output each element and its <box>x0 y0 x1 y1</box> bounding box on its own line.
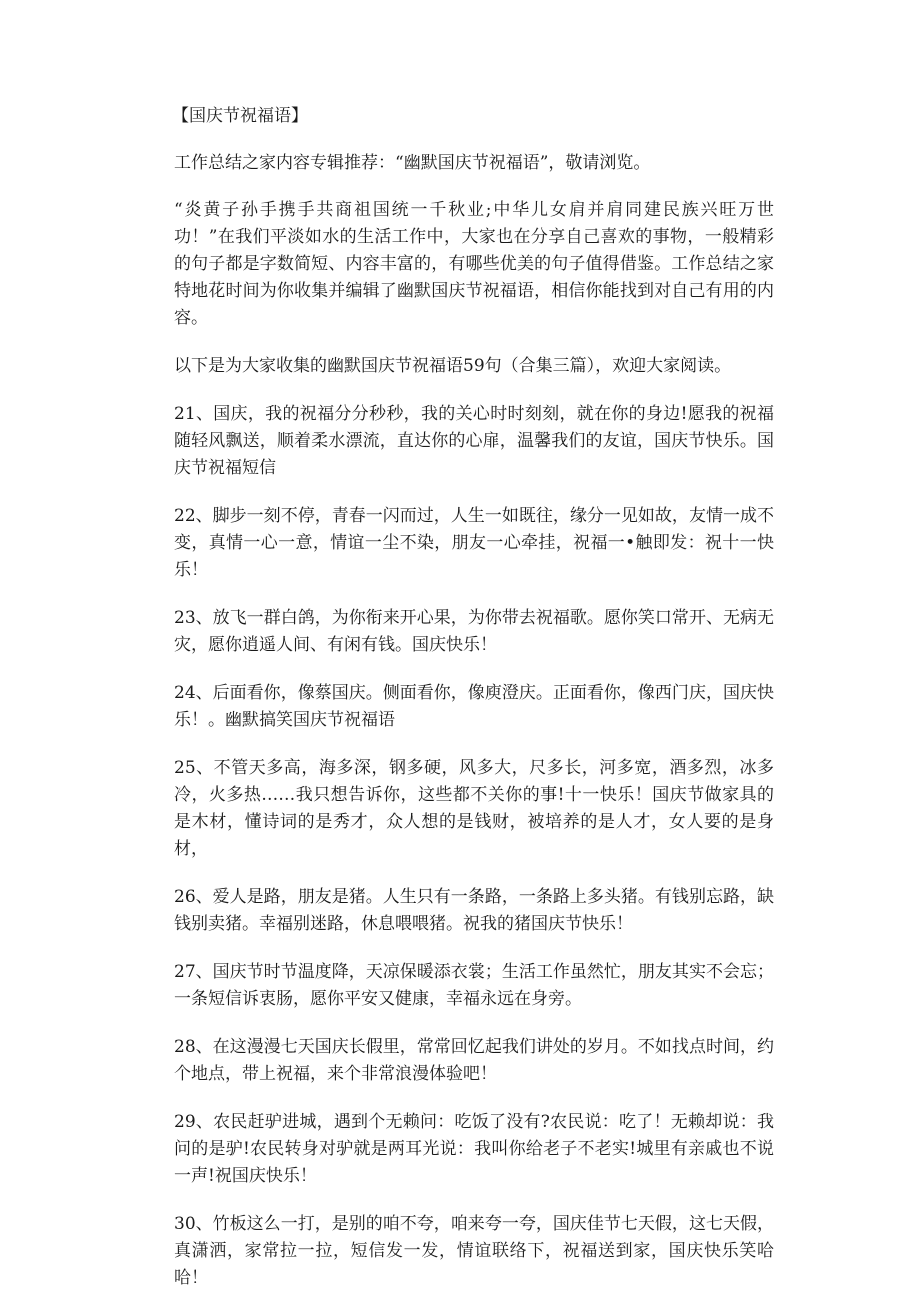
paragraph-item-24: 24、后面看你，像蔡国庆。侧面看你，像庾澄庆。正面看你，像西门庆，国庆快乐！。幽默搞笑国庆节祝福语 <box>174 683 774 730</box>
paragraph-preface: “炎黄子孙手携手共商祖国统一千秋业;中华儿女肩并肩同建民族兴旺万世功！”在我们平淡如水的生活工作中，大家也在分享自己喜欢的事物，一般精彩的句子都是字数简短、内容丰富的，有哪些优美的句子值得借鉴。工作总结之家特地花时间为你收集并编辑了幽默国庆节祝福语，相信你能找到对自己有用的内容。 <box>174 200 774 328</box>
paragraph-item-29: 29、农民赶驴进城，遇到个无赖问：吃饭了没有?农民说：吃了！无赖却说：我问的是驴!农民转身对驴就是两耳光说：我叫你给老子不老实!城里有亲戚也不说一声!祝国庆快乐！ <box>174 1112 774 1186</box>
paragraph-item-22: 22、脚步一刻不停，青春一闪而过，人生一如既往，缘分一见如故，友情一成不变，真情一心一意，情谊一尘不染，朋友一心牵挂，祝福一•触即发：祝十一快乐！ <box>174 506 774 580</box>
paragraph-item-21: 21、国庆，我的祝福分分秒秒，我的关心时时刻刻，就在你的身边!愿我的祝福随轻风飘送，顺着柔水漂流，直达你的心扉，温馨我们的友谊，国庆节快乐。国庆节祝福短信 <box>174 404 774 478</box>
paragraph-item-23: 23、放飞一群白鸽，为你衔来开心果，为你带去祝福歌。愿你笑口常开、无病无灾，愿你逍遥人间、有闲有钱。国庆快乐！ <box>174 608 774 655</box>
paragraph-item-25: 25、不管天多高，海多深，钢多硬，风多大，尺多长，河多宽，酒多烈，冰多冷，火多热……我只想告诉你，这些都不关你的事!十一快乐！国庆节做家具的是木材，懂诗词的是秀才，众人想的是钱财，被培养的是人才，女人要的是身材， <box>174 758 774 859</box>
paragraph-item-26: 26、爱人是路，朋友是猪。人生只有一条路，一条路上多头猪。有钱别忘路，缺钱别卖猪。幸福别迷路，休息喂喂猪。祝我的猪国庆节快乐！ <box>174 887 774 934</box>
paragraph-item-27: 27、国庆节时节温度降，天凉保暖添衣裳；生活工作虽然忙，朋友其实不会忘；一条短信诉衷肠，愿你平安又健康，幸福永远在身旁。 <box>174 962 774 1009</box>
paragraph-item-30: 30、竹板这么一打，是别的咱不夸，咱来夸一夸，国庆佳节七天假，这七天假，真潇洒，家常拉一拉，短信发一发，情谊联络下，祝福送到家，国庆快乐笑哈哈！ <box>174 1214 774 1288</box>
document-title: 【国庆节祝福语】 <box>172 106 308 126</box>
document-body <box>174 103 774 1313</box>
paragraph-collection-note: 以下是为大家收集的幽默国庆节祝福语59句（合集三篇），欢迎大家阅读。 <box>174 356 732 376</box>
paragraph-item-28: 28、在这漫漫七天国庆长假里，常常回忆起我们讲处的岁月。不如找点时间，约个地点，带上祝福，来个非常浪漫体验吧！ <box>174 1037 774 1084</box>
intro-paragraph: 工作总结之家内容专辑推荐：“幽默国庆节祝福语”，敬请浏览。 <box>174 153 651 173</box>
